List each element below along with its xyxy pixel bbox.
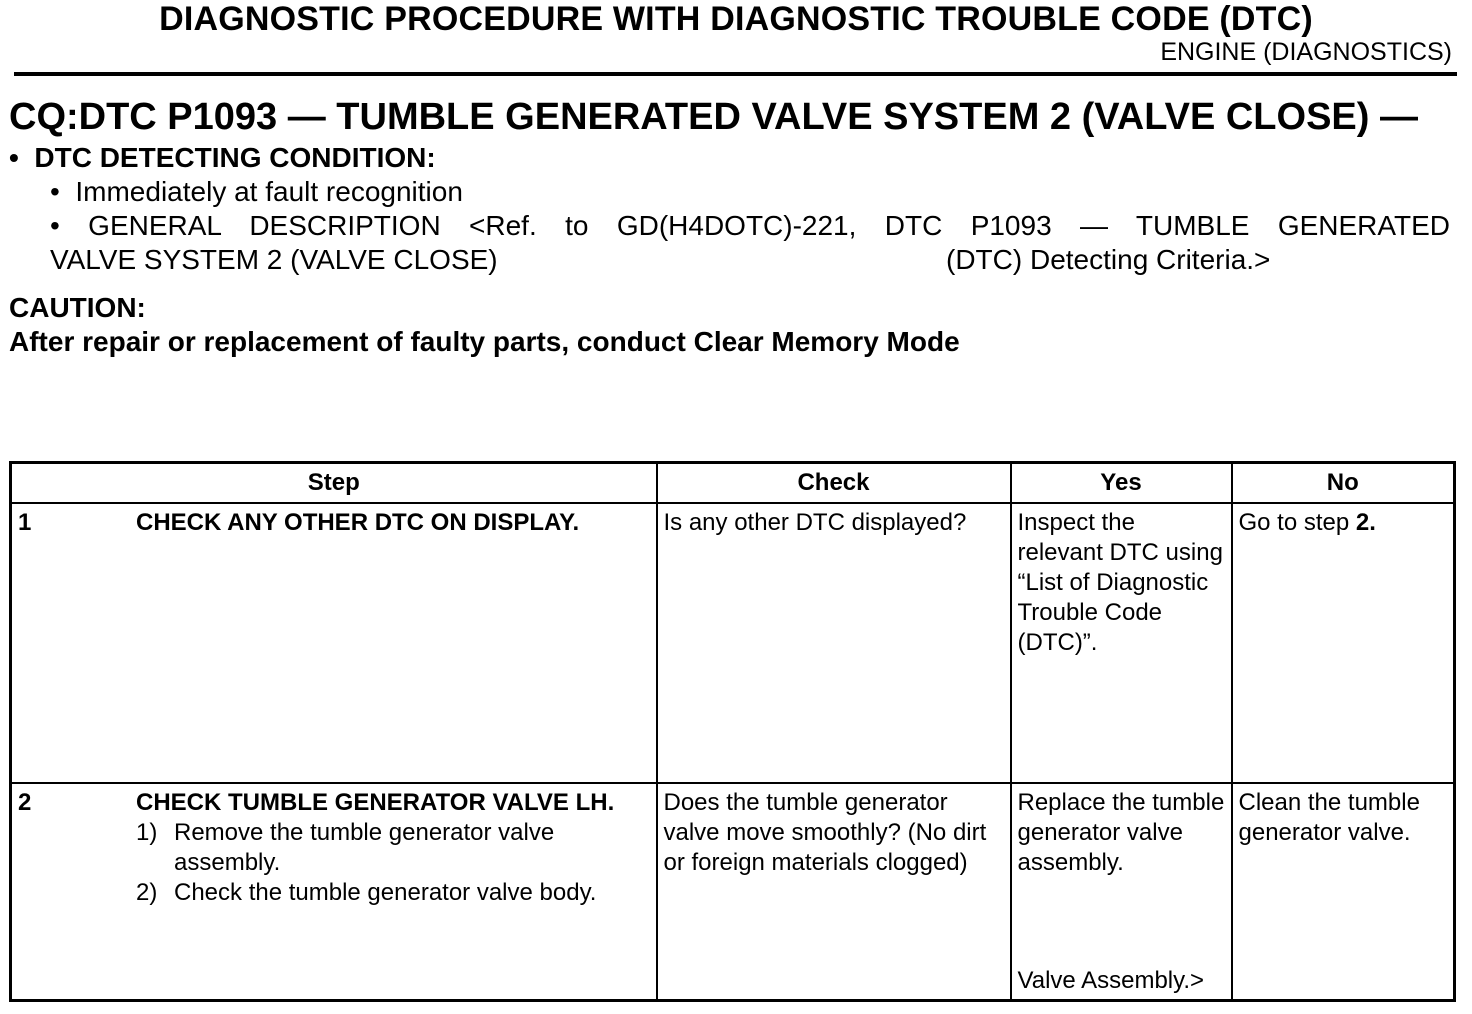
- yes-text: Replace the tumble generator valve assembly.: [1017, 789, 1225, 876]
- check-text: Is any other DTC displayed?: [663, 509, 967, 536]
- condition-text: Immediately at fault recognition: [75, 176, 463, 207]
- step-number: 2: [18, 789, 32, 816]
- diagnostic-table: [9, 461, 1456, 1002]
- no-text: Clean the tumble generator valve.: [1238, 789, 1420, 846]
- bullet: •: [50, 176, 60, 207]
- section-subtitle: ENGINE (DIAGNOSTICS): [1160, 38, 1452, 66]
- yes-ref-fragment: Valve Assembly.>: [1017, 967, 1205, 994]
- general-description-ref-end: (DTC) Detecting Criteria.>: [946, 244, 1271, 275]
- step-number: 1: [18, 509, 32, 536]
- page-title: DIAGNOSTIC PROCEDURE WITH DIAGNOSTIC TROUBLE CODE (DTC): [159, 0, 1313, 38]
- general-description-ref-cont: VALVE SYSTEM 2 (VALVE CLOSE): [50, 244, 498, 275]
- dtc-title: CQ:DTC P1093 — TUMBLE GENERATED VALVE SYSTEM 2 (VALVE CLOSE) —: [9, 96, 1418, 138]
- detecting-condition-label: DTC DETECTING CONDITION:: [34, 142, 436, 173]
- substep: [18, 878, 650, 908]
- step-cell: [11, 503, 657, 783]
- substep: [18, 818, 650, 878]
- yes-text: Inspect the relevant DTC using “List of Diagnostic Trouble Code (DTC)”.: [1017, 509, 1223, 656]
- no-text: [1233, 504, 1454, 542]
- header-step: Step: [11, 463, 657, 504]
- step-title: CHECK TUMBLE GENERATOR VALVE LH.: [136, 789, 615, 816]
- header-divider: [14, 72, 1457, 76]
- table-row: [11, 783, 1455, 1001]
- general-description-ref: • GENERAL DESCRIPTION <Ref. to GD(H4DOTC)-221, DTC P1093 — TUMBLE GENERATED: [50, 210, 1450, 241]
- caution-text: After repair or replacement of faulty parts, conduct Clear Memory Mode: [9, 326, 960, 357]
- header-yes: Yes: [1011, 463, 1232, 504]
- no-cell: [1232, 503, 1455, 783]
- check-text: Does the tumble generator valve move smoothly? (No dirt or foreign materials clogged): [663, 789, 987, 876]
- table-row: [11, 503, 1455, 783]
- step-cell: [11, 783, 657, 1001]
- caution-label: CAUTION:: [9, 292, 146, 323]
- bullet: •: [9, 142, 19, 173]
- substep-number: 2): [136, 879, 158, 906]
- substep-text: Remove the tumble generator valve assembly.: [174, 819, 555, 876]
- check-cell: [657, 783, 1011, 1001]
- table-header-row: [11, 463, 1455, 504]
- detecting-condition-heading: [9, 142, 436, 174]
- condition-item: [50, 176, 463, 208]
- step-title: CHECK ANY OTHER DTC ON DISPLAY.: [136, 509, 580, 536]
- header-no: No: [1232, 463, 1455, 504]
- no-cell: [1232, 783, 1455, 1001]
- substep-text: Check the tumble generator valve body.: [174, 879, 597, 906]
- goto-step-link[interactable]: 2.: [1355, 509, 1376, 536]
- yes-cell: [1011, 503, 1232, 783]
- yes-cell: [1011, 783, 1232, 1001]
- substep-number: 1): [136, 819, 158, 846]
- header-check: Check: [657, 463, 1011, 504]
- check-cell: [657, 503, 1011, 783]
- no-prefix: Go to step: [1238, 509, 1356, 536]
